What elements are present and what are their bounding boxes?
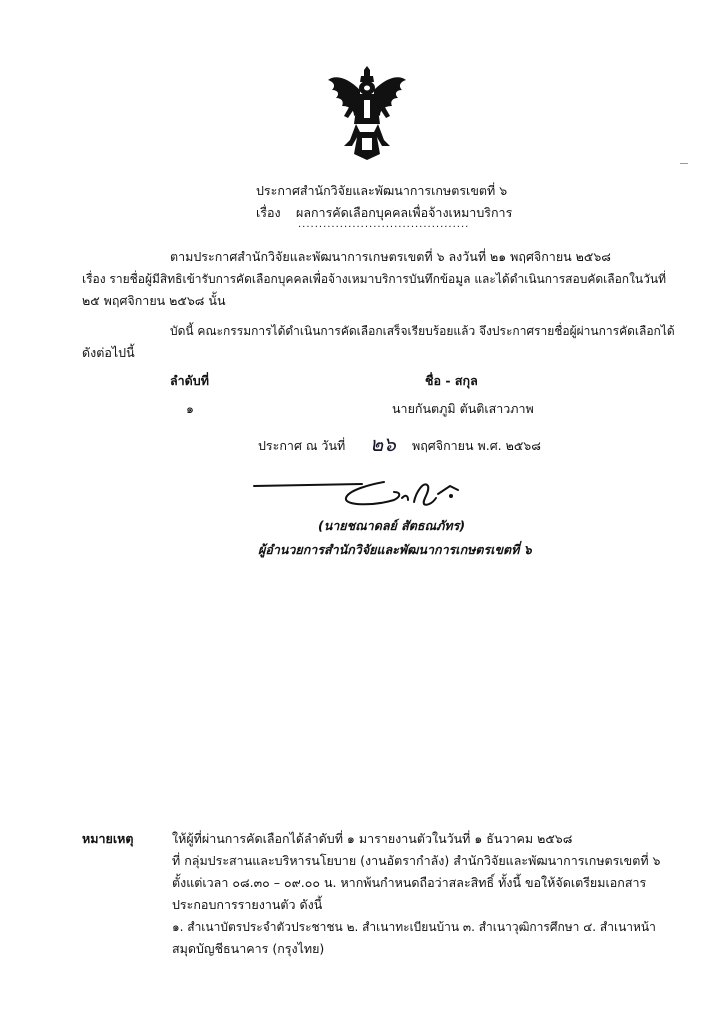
row-order: ๑	[186, 401, 194, 416]
announce-date-suffix: พฤศจิกายน พ.ศ. ๒๕๖๘	[412, 438, 541, 453]
signer-name: (นายชณาดลย์ สัตธณภัทร)	[318, 518, 466, 533]
announce-date-day: ๒๖	[370, 432, 396, 456]
header-separator: .........................................	[298, 219, 470, 230]
paragraph-1-line-3: ๒๕ พฤศจิกายน ๒๕๖๘ นั้น	[82, 293, 226, 308]
subject-label: เรื่อง	[256, 205, 281, 220]
paragraph-1-line-1: ตามประกาศสำนักวิจัยและพัฒนาการเกษตรเขตที่ ๖ ลงวันที่ ๒๑ พฤศจิกายน ๒๕๖๘	[170, 249, 611, 264]
page-edge-mark	[680, 163, 688, 164]
remark-line-3: ตั้งแต่เวลา ๐๘.๓๐ – ๐๙.๐๐ น. หากพ้นกำหนดถือว่าสละสิทธิ์ ทั้งนี้ ขอให้จัดเตรียมเอกสาร	[172, 875, 647, 890]
signer-title: ผู้อำนวยการสำนักวิจัยและพัฒนาการเกษตรเขตที่ ๖	[258, 542, 532, 557]
remark-label: หมายเหตุ	[82, 831, 134, 846]
column-header-order: ลำดับที่	[170, 373, 209, 388]
column-header-name: ชื่อ - สกุล	[425, 373, 478, 388]
remark-line-5: ๑. สำเนาบัตรประจำตัวประชาชน ๒. สำเนาทะเบียนบ้าน ๓. สำเนาวุฒิการศึกษา ๔. สำเนาหน้า	[172, 920, 656, 934]
remark-line-2: ที่ กลุ่มประสานและบริหารนโยบาย (งานอัตรากำลัง) สำนักวิจัยและพัฒนาการเกษตรเขตที่ ๖	[172, 853, 661, 868]
remark-line-6: สมุดบัญชีธนาคาร (กรุงไทย)	[172, 941, 325, 956]
remark-line-4: ประกอบการรายงานตัว ดังนี้	[172, 897, 323, 912]
paragraph-2-line-1: บัดนี้ คณะกรรมการได้ดำเนินการคัดเลือกเสร็จเรียบร้อยแล้ว จึงประกาศรายชื่อผู้ผ่านการคัดเลือกได้	[170, 324, 675, 338]
announcement-heading: ประกาศสำนักวิจัยและพัฒนาการเกษตรเขตที่ ๖	[256, 183, 508, 198]
remark-line-1: ให้ผู้ที่ผ่านการคัดเลือกได้ลำดับที่ ๑ มารายงานตัวในวันที่ ๑ ธันวาคม ๒๕๖๘	[172, 831, 573, 846]
subject-text: ผลการคัดเลือกบุคคลเพื่อจ้างเหมาบริการ	[296, 205, 513, 220]
handwritten-signature	[252, 470, 467, 512]
announce-date-prefix: ประกาศ ณ วันที่	[258, 438, 346, 453]
paragraph-1-line-2: เรื่อง รายชื่อผู้มีสิทธิเข้ารับการคัดเลือกบุคคลเพื่อจ้างเหมาบริการบันทึกข้อมูล และได้ดำเนินการสอบคัดเลือกในวันที่	[82, 272, 666, 286]
garuda-emblem	[322, 66, 412, 160]
row-name: นายกันตภูมิ ตันติเสาวภาพ	[392, 401, 534, 416]
paragraph-2-line-2: ดังต่อไปนี้	[82, 345, 135, 360]
